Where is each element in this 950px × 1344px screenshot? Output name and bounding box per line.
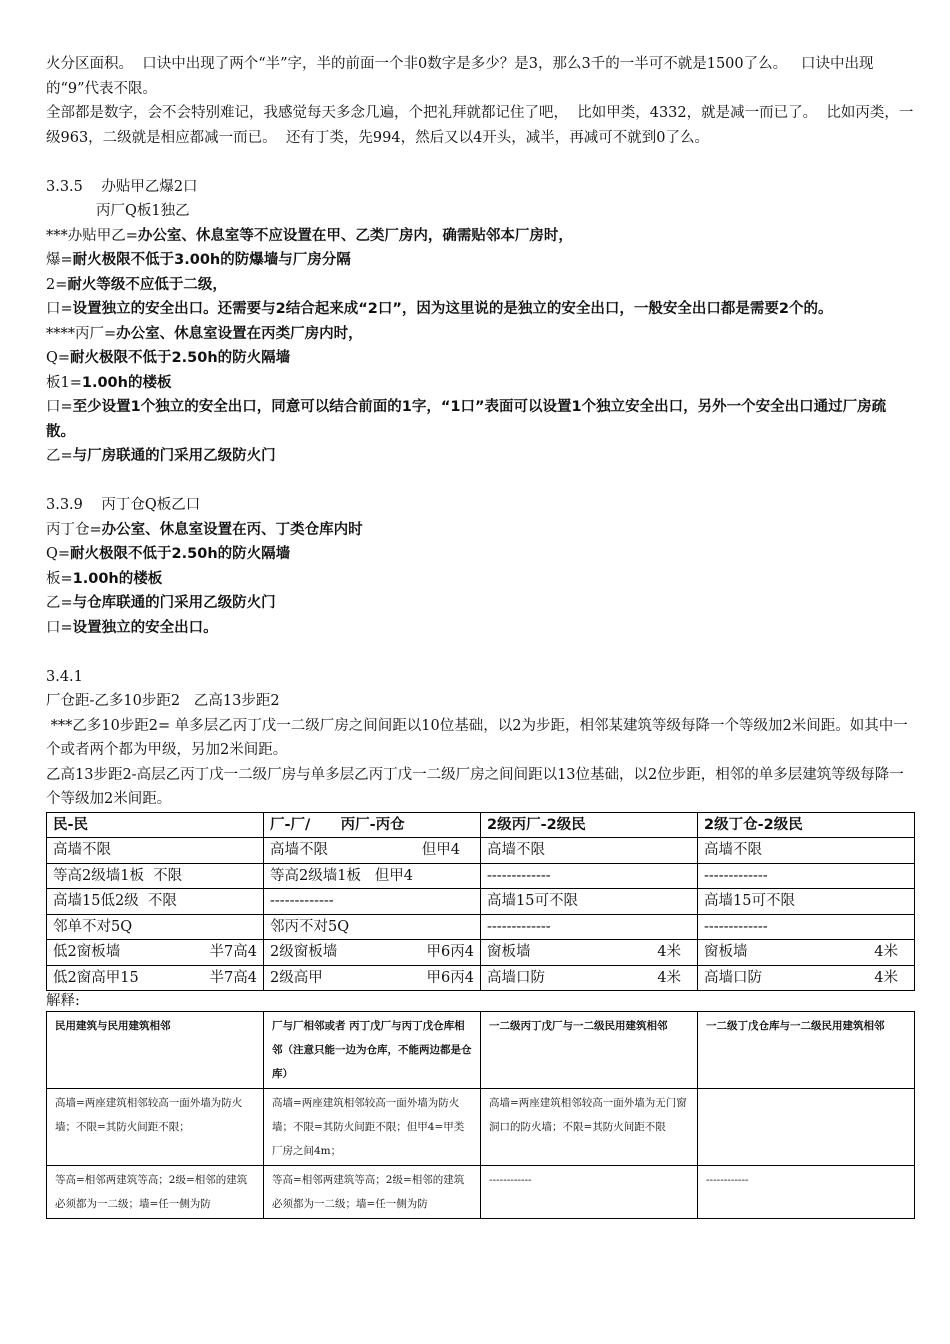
intro-paragraph-2: 全部都是数字，会不会特别难记，我感觉每天多念几遍，个把礼拜就都记住了吧， 比如甲类，4332，就是减一而已了。 比如丙类，一级963，二级就是相应都减一而已。 还有丁类，先994，然后又以4开头，减半，再减可不就到0了么。 [46,105,914,146]
table-header-row [47,812,915,838]
table-cell: 低2窗高甲15 半7高4 [47,965,264,991]
table-cell: 高墙=两座建筑相邻较高一面外墙为防火墙；不限=其防火间距不限； [47,1089,264,1166]
table-cell: 等高=相邻两建筑等高；2级=相邻的建筑必须都为一二级；墙=任一侧为防 [47,1166,264,1219]
section-341-heading: 3.4.1 [46,668,83,685]
document-page [46,52,914,1219]
s335-line-5: ****丙厂=办公室、休息室设置在丙类厂房内时， [46,325,363,342]
table-header-cell: 一二级丙丁戊厂与一二级民用建筑相邻 [481,1012,698,1089]
table-cell: ------------- [264,889,481,915]
table-cell: ------------- [698,914,915,940]
table-cell: 高墙不限 [47,838,264,864]
table-cell: 窗板墙 4米 [481,940,698,966]
table-row [47,838,915,864]
table-row [47,940,915,966]
table-cell: 高墙15可不限 [481,889,698,915]
s335-line-8: 口=至少设置1个独立的安全出口，同意可以结合前面的1字，“1口”表面可以设置1个独立安全出口，另外一个安全出口通过厂房疏散。 [46,399,887,440]
s341-line-1: ***乙多10步距2= 单多层乙丙丁戊一二级厂房之间间距以10位基础，以2为步距，相邻某建筑等级每降一个等级加2米间距。如其中一个或者两个都为甲级，另加2米间距。 [46,717,908,758]
s335-line-4: 口=设置独立的安全出口。还需要与2结合起来成“2口”，因为这里说的是独立的安全出口，一般安全出口都是需要2个的。 [46,301,833,317]
table-cell: 等高2级墙1板 不限 [47,863,264,889]
table-cell: 高墙口防 4米 [698,965,915,991]
table-cell: 窗板墙 4米 [698,940,915,966]
table-cell: ------------ [481,1166,698,1219]
table-cell: ------------ [698,1166,915,1219]
s339-line-4: 乙=与仓库联通的门采用乙级防火门 [46,595,276,611]
table-cell: 高墙不限 但甲4 [264,838,481,864]
table-cell [698,1089,915,1166]
s335-line-3: 2=耐火等级不应低于二级， [46,276,227,293]
table-row [47,965,915,991]
table-header-cell: 2级丙厂-2级民 [481,812,698,838]
table-header-cell: 厂与厂相邻或者 丙丁戊厂与丙丁戊仓库相邻（注意只能一边为仓库，不能两边都是仓库） [264,1012,481,1089]
s335-line-2: 爆=耐火极限不低于3.00h的防爆墙与厂房分隔 [46,252,351,268]
table-cell: 低2窗板墙 半7高4 [47,940,264,966]
explanation-label: 解释: [46,993,80,1009]
table-cell: ------------- [698,863,915,889]
section-335-subheading: 丙厂Q板1独乙 [96,203,190,219]
table-row [47,863,915,889]
table-cell: 等高=相邻两建筑等高；2级=相邻的建筑必须都为一二级；墙=任一侧为防 [264,1166,481,1219]
table-row [47,889,915,915]
table-row [47,914,915,940]
table-row [47,1166,915,1219]
table-cell: 2级窗板墙 甲6丙4 [264,940,481,966]
s335-line-7: 板1=1.00h的楼板 [46,374,172,391]
table-header-cell: 民-民 [47,812,264,838]
table-cell: 高墙不限 [698,838,915,864]
intro-paragraph-1: 火分区面积。 口诀中出现了两个“半”字，半的前面一个非0数字是多少？是3，那么3千的一半可不就是1500了么。 口诀中出现的“9”代表不限。 [46,56,874,97]
s339-line-2: Q=耐火极限不低于2.50h的防火隔墙 [46,546,291,562]
table-cell: 2级高甲 甲6丙4 [264,965,481,991]
table-cell: ------------- [481,914,698,940]
table-cell: ------------- [481,863,698,889]
table-cell: 邻单不对5Q [47,914,264,940]
s339-line-5: 口=设置独立的安全出口。 [46,619,218,636]
table-cell: 高墙不限 [481,838,698,864]
table-header-row [47,1012,915,1089]
table-cell: 高墙=两座建筑相邻较高一面外墙为防火墙；不限=其防火间距不限；但甲4=甲类厂房之间4m； [264,1089,481,1166]
table-row [47,1089,915,1166]
s335-line-9: 乙=与厂房联通的门采用乙级防火门 [46,448,276,464]
s339-line-3: 板=1.00h的楼板 [46,570,163,587]
mnemonic-table [46,812,915,992]
table-cell: 高墙15可不限 [698,889,915,915]
table-header-cell: 厂-厂/ 丙厂-丙仓 [264,812,481,838]
table-cell: 等高2级墙1板 但甲4 [264,863,481,889]
table-cell: 高墙口防 4米 [481,965,698,991]
table-cell: 邻丙不对5Q [264,914,481,940]
s341-formula: 厂仓距-乙多10步距2 乙高13步距2 [46,693,280,709]
table-header-cell: 民用建筑与民用建筑相邻 [47,1012,264,1089]
section-335-heading: 3.3.5 办贴甲乙爆2口 [46,178,198,195]
s339-line-1: 丙丁仓=办公室、休息室设置在丙、丁类仓库内时 [46,521,363,538]
table-header-cell: 2级丁仓-2级民 [698,812,915,838]
s341-line-2: 乙高13步距2-高层乙丙丁戊一二级厂房与单多层乙丙丁戊一二级厂房之间间距以13位基础，以2位步距，相邻的单多层建筑等级每降一个等级加2米间距。 [46,766,904,807]
explanation-table [46,1011,915,1219]
s335-line-1: ***办贴甲乙=办公室、休息室等不应设置在甲、乙类厂房内，确需贴邻本厂房时， [46,227,573,244]
section-339-heading: 3.3.9 丙丁仓Q板乙口 [46,497,201,513]
table-cell: 高墙=两座建筑相邻较高一面外墙为无门窗洞口的防火墙；不限=其防火间距不限 [481,1089,698,1166]
s335-line-6: Q=耐火极限不低于2.50h的防火隔墙 [46,350,291,366]
table-header-cell: 一二级丁戊仓库与一二级民用建筑相邻 [698,1012,915,1089]
table-cell: 高墙15低2级 不限 [47,889,264,915]
